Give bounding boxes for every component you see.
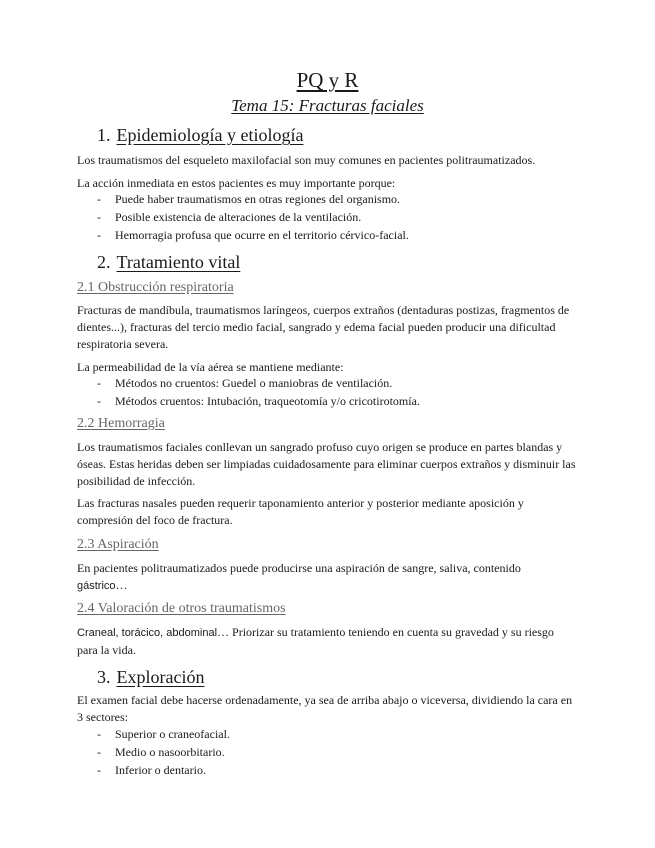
section-title: Tratamiento vital: [116, 252, 241, 272]
paragraph: Craneal, torácico, abdominal… Priorizar su tratamiento teniendo en cuenta su gravedad y su riesgo para la vida.: [77, 625, 554, 657]
subsection-heading-otros-traumatismos: 2.4 Valoración de otros traumatismos: [77, 601, 286, 616]
section-title: Epidemiología y etiología: [116, 125, 304, 145]
paragraph: La acción inmediata en estos pacientes es muy importante porque:: [77, 176, 396, 190]
list-item: - Métodos no cruentos: Guedel o maniobras de ventilación.: [97, 376, 393, 390]
paragraph: Los traumatismos del esqueleto maxilofacial son muy comunes en pacientes politraumatizados.: [77, 153, 536, 167]
section-number: 2.: [97, 252, 111, 272]
document-subtitle: Tema 15: Fracturas faciales: [231, 96, 424, 115]
section-number: 1.: [97, 125, 111, 145]
list-item: - Posible existencia de alteraciones de la ventilación.: [97, 210, 362, 224]
paragraph: Fracturas de mandíbula, traumatismos laríngeos, cuerpos extraños (dentaduras postizas, fragmentos de dientes...), fracturas del tercio medio facial, sangrado y edema facial pueden producir una dificultad respiratoria severa.: [77, 303, 570, 351]
document-title: PQ y R: [296, 68, 359, 92]
list-item: - Inferior o dentario.: [97, 763, 206, 777]
list-item: - Medio o nasoorbitario.: [97, 745, 225, 759]
section-number: 3.: [97, 667, 111, 687]
section-heading-exploracion: [97, 667, 204, 688]
paragraph: La permeabilidad de la vía aérea se mantiene mediante:: [77, 360, 344, 374]
subsection-heading-aspiracion: 2.3 Aspiración: [77, 537, 159, 552]
paragraph: Las fracturas nasales pueden requerir taponamiento anterior y posterior mediante aposición y compresión del foco de fractura.: [77, 496, 524, 527]
list-item: - Métodos cruentos: Intubación, traqueotomía y/o cricotirotomía.: [97, 394, 420, 408]
section-title: Exploración: [116, 667, 205, 687]
list-item: - Hemorragia profusa que ocurre en el territorio cérvico-facial.: [97, 228, 409, 242]
subsection-heading-hemorragia: 2.2 Hemorragia: [77, 416, 165, 431]
list-item: - Puede haber traumatismos en otras regiones del organismo.: [97, 192, 401, 206]
paragraph: En pacientes politraumatizados puede producirse una aspiración de sangre, saliva, contenido gástrico…: [77, 561, 521, 592]
paragraph: Los traumatismos faciales conllevan un sangrado profuso cuyo origen se produce en partes blandas y óseas. Estas heridas deben ser limpiadas cuidadosamente para eliminar cuerpos extraños y disminuir las posibilidad de infección.: [77, 440, 576, 488]
paragraph: El examen facial debe hacerse ordenadamente, ya sea de arriba abajo o viceversa, dividiendo la cara en 3 sectores:: [77, 693, 573, 724]
section-heading-epidemiologia: [97, 125, 303, 146]
subsection-heading-obstruccion: 2.1 Obstrucción respiratoria: [77, 280, 234, 295]
section-heading-tratamiento-vital: [97, 252, 240, 273]
list-item: - Superior o craneofacial.: [97, 727, 230, 741]
